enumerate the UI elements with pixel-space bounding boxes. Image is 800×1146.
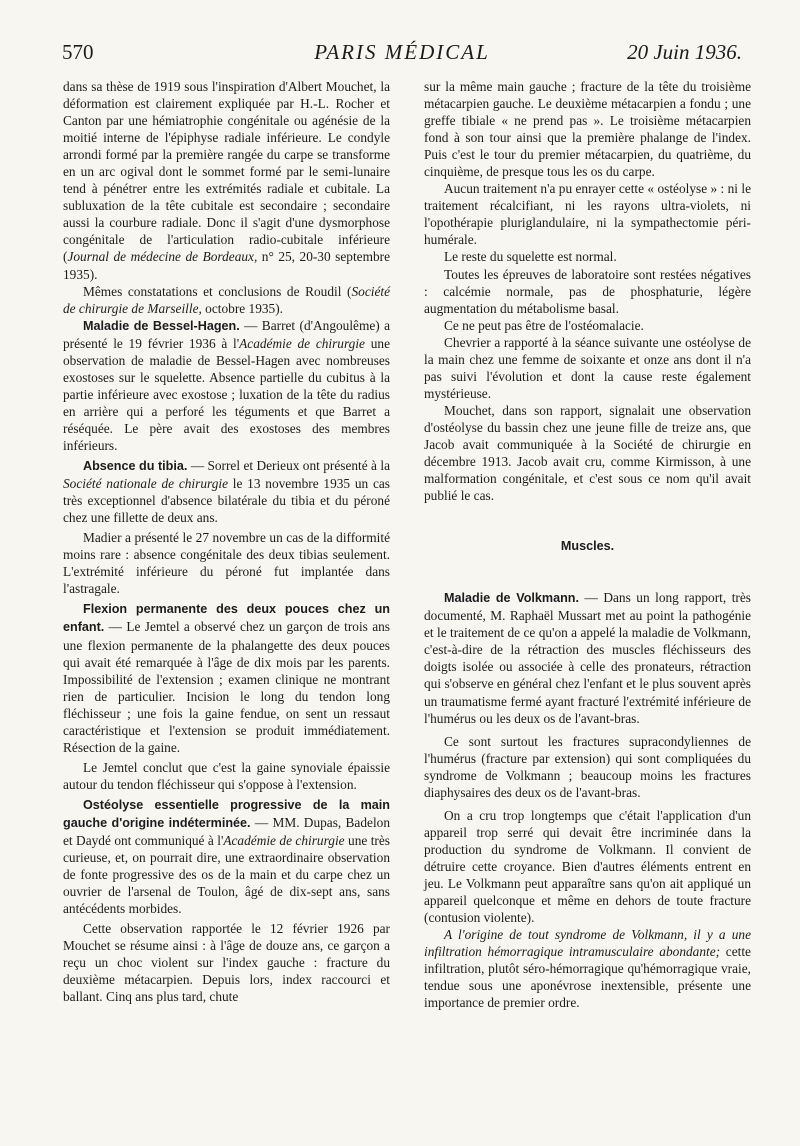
paragraph-mouchet: Mouchet, dans son rapport, signalait une observation d'ostéolyse du bassin chez une jeune fille de treize ans, que Jacob avait communiquée à la Société de chirurgie en décembre 1913. Jacob avait cru, comme Kirmisson, à une malformation congénitale, et c'est sous ce nom qu'il avait publié le cas. bbox=[424, 402, 751, 504]
heading-absence-tibia: Absence du tibia. bbox=[83, 459, 188, 474]
paragraph-observation: Cette observation rapportée le 12 février 1926 par Mouchet se résume ainsi : à l'âge de douze ans, ce garçon a reçu un choc violent sur l'index gauche : fracture du deuxième métacarpien. Depuis lors, index raccourci et ballant. Cinq ans plus tard, chute bbox=[63, 921, 390, 1005]
paragraph-madier: Madier a présenté le 27 novembre un cas de la difformité moins rare : absence congénitale des deux tibias seulement. L'extrémité inférieure du péroné fut implantée dans l'astragale. bbox=[63, 530, 390, 597]
paragraph-roudil: Mêmes constatations et conclusions de Roudil (Société de chirurgie de Marseille, octobre 1935). bbox=[63, 283, 390, 316]
paragraph-squelette: Le reste du squelette est normal. bbox=[444, 249, 617, 265]
paragraph-flexion: Flexion permanente des deux pouces chez un enfant. — Le Jemtel a observé chez un garçon de trois ans une flexion permanente de la phalangette des deux pouces qui avait été remarquée à l'âge de dix mois par les parents. Impossibilité de l'extension ; examen clinique ne montrant rien de particulier. Incision le long du tendon long fléchisseur ; une fois la gaine fendue, on sent un ressaut caractéristique et l'extension se produit immédiatement. Résection de la gaine. bbox=[63, 602, 390, 755]
page-header bbox=[62, 38, 742, 72]
paragraph-fractures: Ce sont surtout les fractures supracondyliennes de l'humérus (fracture par extension) qui sont compliquées du syndrome de Volkmann ; beaucoup moins les fractures diaphysaires des deux os de l'avant-bras. bbox=[424, 733, 751, 800]
paragraph-bessel-hagen: Maladie de Bessel-Hagen. — Barret (d'Angoulême) a présenté le 19 février 1936 à l'Académie de chirurgie une observation de maladie de Bessel-Hagen avec nombreuses exostoses sur le squelette. Absence partielle du cubitus à la partie inférieure avec exostose ; luxation de la tête du radius en arrière qui a perforé les téguments et que Barret a réséquée. Le père avait des exostoses des membres inférieurs. bbox=[63, 317, 390, 453]
heading-flexion-pouces: Flexion permanente des deux pouces chez un enfant. bbox=[63, 602, 390, 635]
paragraph-tibia: Absence du tibia. — Sorrel et Derieux ont présenté à la Société nationale de chirurgie le 13 novembre 1935 un cas très exceptionnel d'absence bilatérale du tibia et du péroné chez une fillette de deux ans. bbox=[63, 458, 390, 526]
paragraph-osteolyse: Ostéolyse essentielle progressive de la main gauche d'origine indéterminée. — MM. Dupas, Badelon et Daydé ont communiqué à l'Académie de chirurgie une très curieuse, et, on pourrait dire, une extraordinaire observation de fonte progressive des os de la main et du carpe chez un ouvrier de l'arsenal de Toulon, âgé de dix-sept ans, sans antécédents morbides. bbox=[63, 797, 390, 917]
issue-date: 20 Juin 1936. bbox=[627, 40, 742, 64]
page-number: 570 bbox=[62, 40, 94, 64]
paragraph-chevrier: Chevrier a rapporté à la séance suivante une ostéolyse de la main chez une femme de soixante et onze ans dont il n'a pas suivi l'évolution et dont la cause reste également mystérieuse. bbox=[424, 334, 751, 401]
heading-osteolyse: Ostéolyse essentielle progressive de la main gauche d'origine indéterminée. bbox=[63, 797, 390, 830]
heading-bessel-hagen: Maladie de Bessel-Hagen. bbox=[83, 318, 240, 333]
left-column bbox=[63, 78, 390, 1005]
paragraph-rocher: dans sa thèse de 1919 sous l'inspiration d'Albert Mouchet, la déformation est clairement expliquée par H.-L. Rocher et Canton par une hémiatrophie congénitale ou agénésie de la moitié interne de l'épiphyse radiale inférieure. Le condyle arrondi formé par la première rangée du carpe se transforme en un arc ogival dont le sommet formé par le semi-lunaire tend à pénétrer entre les extrémités radiale et cubitale. La subluxation de la tête cubitale est secondaire ; secondaire aussi la courbure radiale. Donc il s'agit d'une dysmorphose congénitale de l'articulation radio-cubitale inférieure (Journal de médecine de Bordeaux, n° 25, 20-30 septembre 1935). bbox=[63, 79, 390, 282]
paragraph-traitement: Aucun traitement n'a pu enrayer cette « ostéolyse » : ni le traitement récalcifiant, ni les rayons ultra-violets, ni l'opothérapie pluriglandulaire, ni la sympathectomie péri-humérale. bbox=[424, 181, 751, 248]
paragraph-appareil: On a cru trop longtemps que c'était l'application d'un appareil trop serré qui devait être incriminée dans la production du syndrome de Volkmann. Il convient de détruire cette croyance. Bien d'autres éléments entrent en jeu. Le Volkmann peut apparaître sans qu'on ait appliqué un appareil quelconque et même en dehors de toute fracture (contusion violente). bbox=[424, 807, 751, 926]
journal-title: PARIS MÉDICAL bbox=[314, 40, 490, 64]
paragraph-jemtel: Le Jemtel conclut que c'est la gaine synoviale épaissie autour du tendon fléchisseur qui s'oppose à l'extension. bbox=[63, 759, 390, 792]
section-title-muscles: Muscles. bbox=[560, 539, 615, 554]
heading-volkmann: Maladie de Volkmann. bbox=[444, 591, 579, 606]
paragraph-osteomalacie: Ce ne peut pas être de l'ostéomalacie. bbox=[444, 317, 644, 333]
paragraph-infiltration: A l'origine de tout syndrome de Volkmann, il y a une infiltration hémorragique intramusculaire abondante; cette infiltration, plutôt séro-hémorragique qu'hémorragique vraie, tendue sous une aponévrose inextensible, présente une importance de premier ordre. bbox=[424, 927, 751, 1011]
right-column bbox=[424, 78, 751, 1011]
paragraph-volkmann: Maladie de Volkmann. — Dans un long rapport, très documenté, M. Raphaël Mussart met au point la pathogénie et le traitement de ce qu'on a appelé la maladie de Volkmann, c'est-à-dire de la rétraction des muscles fléchisseurs des doigts isolée ou associée à celle des pronateurs, rétraction qui s'observe en général chez l'enfant et le plus souvent après un traumatisme fermé ayant fracturé l'extrémité inférieure de l'humérus ou les deux os de l'avant-bras. bbox=[424, 590, 751, 726]
paragraph-continuation: sur la même main gauche ; fracture de la tête du troisième métacarpien gauche. Le deuxième métacarpien a fondu ; une greffe tibiale « ne prend pas ». Le troisième métacarpien fond à son tour ainsi que la première phalange de l'index. Puis c'est le tour du premier métacarpien, du quatrième, du cinquième, de presque tous les os du carpe. bbox=[424, 79, 751, 180]
paragraph-laboratoire: Toutes les épreuves de laboratoire sont restées négatives : calcémie normale, pas de phosphaturie, légère augmentation du métabolisme basal. bbox=[424, 266, 751, 316]
